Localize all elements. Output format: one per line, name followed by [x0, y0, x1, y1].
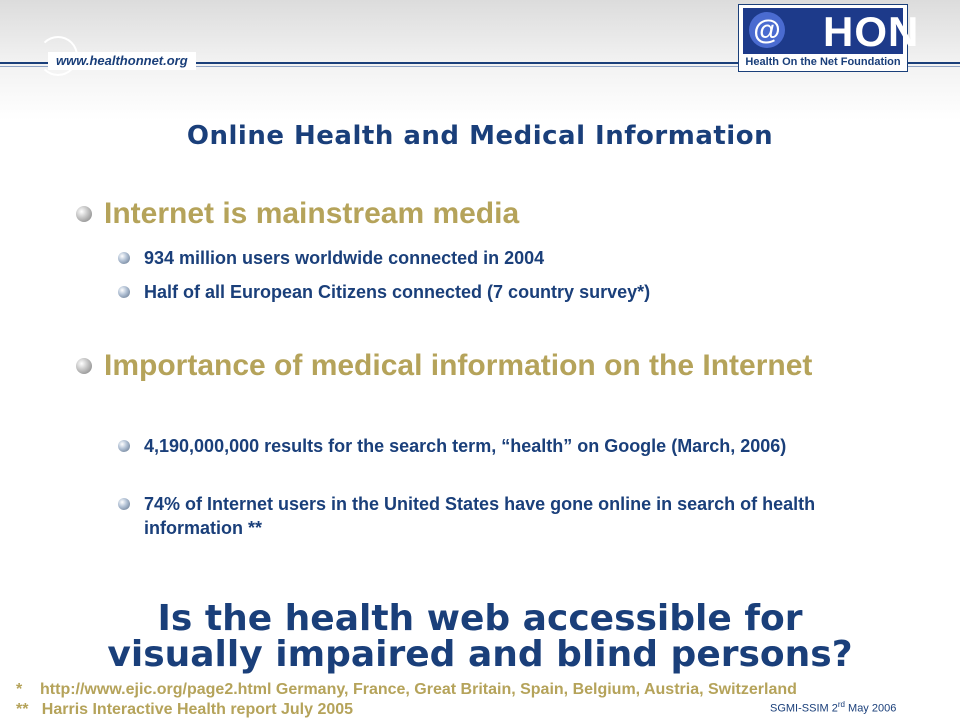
footnote-1: * http://www.ejic.org/page2.html Germany, France, Great Britain, Spain, Belgium, Austria, Switzerland — [16, 681, 797, 698]
slide-meta-prefix: SGMI-SSIM 2 — [770, 702, 838, 715]
list-item-text: 934 million users worldwide connected in 2004 — [144, 248, 545, 268]
section-heading-text: Internet is mainstream media — [104, 197, 520, 230]
site-url-link[interactable]: www.healthonnet.org — [48, 52, 196, 70]
slide-footer-meta — [770, 698, 896, 716]
list-item-text: 74% of Internet users in the United States have gone online in search of health information ** — [144, 494, 816, 538]
list-item-text: 4,190,000,000 results for the search term, “health” on Google (March, 2006) — [144, 436, 787, 456]
hon-logo-text: HON — [823, 8, 920, 55]
sub-bullet-icon — [118, 440, 130, 452]
question-line-1: Is the health web accessible for — [157, 598, 803, 639]
slide-meta-suffix: May 2006 — [844, 702, 897, 715]
sub-bullet-icon — [118, 498, 130, 510]
question-line-2: visually impaired and blind persons? — [107, 634, 853, 675]
footnote-2: ** Harris Interactive Health report July 2005 — [16, 701, 354, 718]
at-sign-icon: @ — [749, 12, 785, 48]
section-heading-text: Importance of medical information on the Internet — [104, 349, 813, 382]
slide-meta-sup: rd — [837, 700, 845, 709]
header — [0, 0, 960, 80]
bullet-icon — [76, 206, 92, 222]
hon-logo[interactable] — [738, 4, 920, 72]
sub-bullet-icon — [118, 252, 130, 264]
hon-logo-subtitle: Health On the Net Foundation — [745, 56, 901, 68]
bullet-icon — [76, 358, 92, 374]
hon-logo-banner — [743, 8, 920, 55]
list-item-text: Half of all European Citizens connected (7 country survey*) — [144, 282, 651, 302]
sub-bullet-icon — [118, 286, 130, 298]
slide-title: Online Health and Medical Information — [186, 121, 774, 151]
